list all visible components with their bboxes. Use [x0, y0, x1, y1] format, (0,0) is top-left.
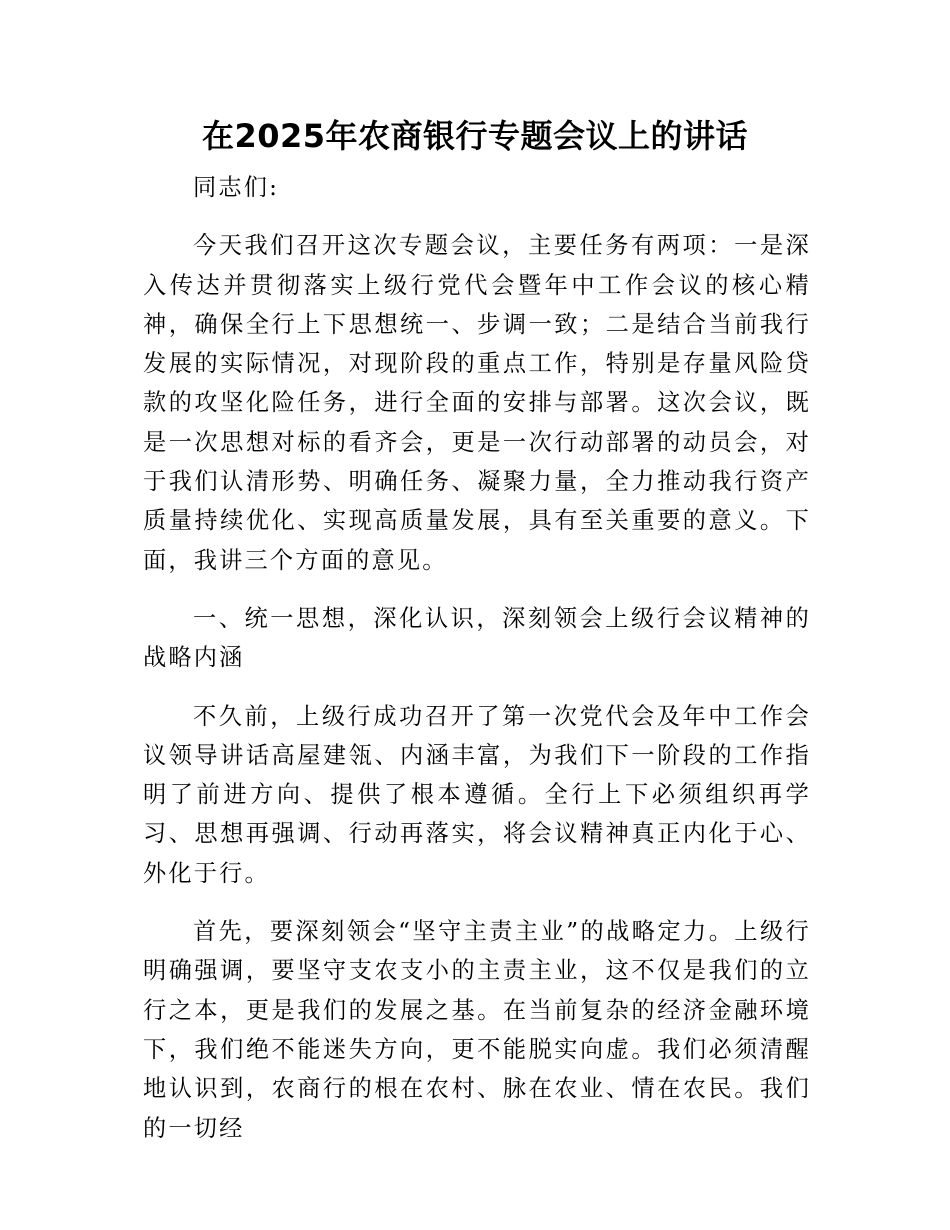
section-heading-1: 一、统一思想，深化认识，深刻领会上级行会议精神的战略内涵	[143, 604, 811, 672]
paragraph-gap	[143, 580, 811, 599]
paragraph-gap	[143, 678, 811, 697]
paragraph-gap	[143, 893, 811, 912]
paragraph-context: 不久前，上级行成功召开了第一次党代会及年中工作会议领导讲话高屋建瓴、内涵丰富，为我们下一阶段的工作指明了前进方向、提供了根本遵循。全行上下必须组织再学习、思想再强调、行动再落实，将会议精神真正内化于心、外化于行。	[143, 702, 811, 887]
salutation: 同志们:	[193, 174, 280, 201]
paragraph-first-point: 首先，要深刻领会“坚守主责主业”的战略定力。上级行明确强调，要坚守支农支小的主责主业，这不仅是我们的立行之本，更是我们的发展之基。在当前复杂的经济金融环境下，我们绝不能迷失方向，更不能脱实向虚。我们必须清醒地认识到，农商行的根在农村、脉在农业、情在农民。我们的一切经	[143, 918, 811, 1142]
document-body	[143, 168, 811, 1148]
paragraph-intro: 今天我们召开这次专题会议，主要任务有两项：一是深入传达并贯彻落实上级行党代会暨年中工作会议的核心精神，确保全行上下思想统一、步调一致；二是结合当前我行发展的实际情况，对现阶段的重点工作，特别是存量风险贷款的攻坚化险任务，进行全面的安排与部署。这次会议，既是一次思想对标的看齐会，更是一次行动部署的动员会，对于我们认清形势、明确任务、凝聚力量，全力推动我行资产质量持续优化、实现高质量发展，具有至关重要的意义。下面，我讲三个方面的意见。	[143, 232, 811, 574]
document-title: 在2025年农商银行专题会议上的讲话	[201, 117, 749, 155]
paragraph-gap	[143, 207, 811, 226]
